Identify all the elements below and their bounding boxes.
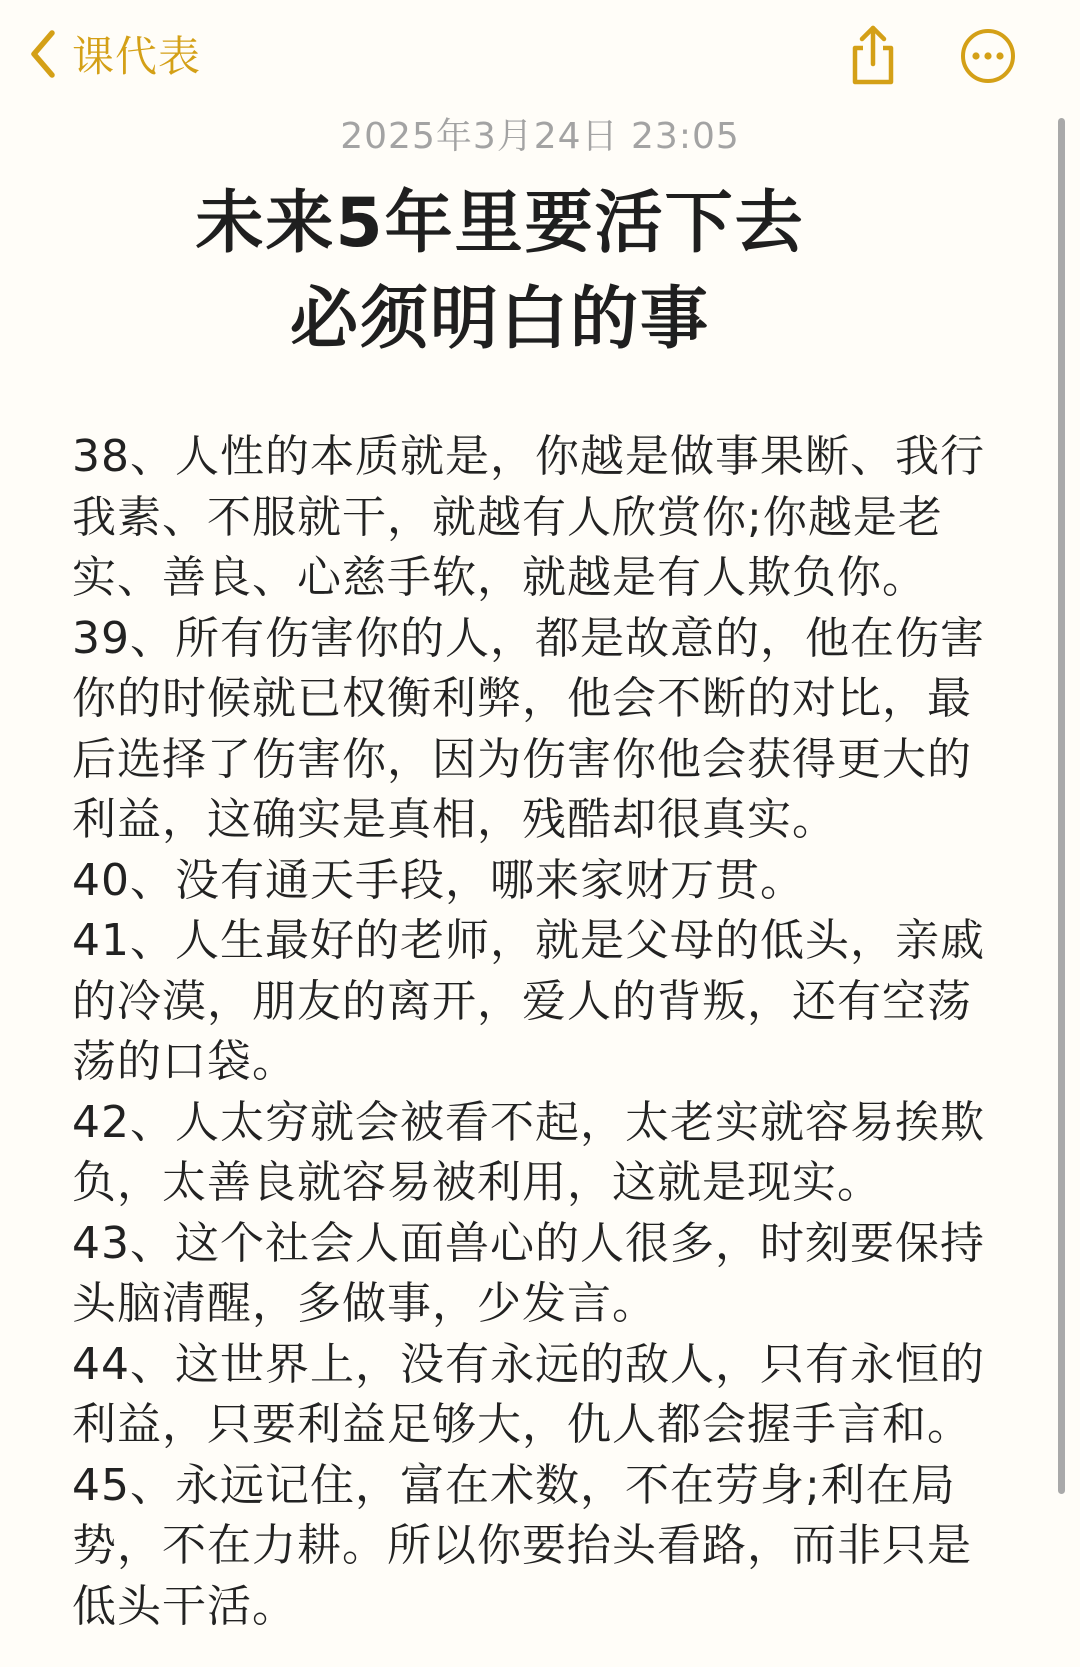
chevron-left-icon [28, 29, 58, 79]
share-icon [845, 71, 901, 90]
note-paragraph-41: 41、人生最好的老师，就是父母的低头，亲戚的冷漠，朋友的离开，爱人的背叛，还有空荡荡的口袋。 [72, 915, 985, 1087]
note-paragraph-38: 38、人性的本质就是，你越是做事果断、我行我素、不服就干，就越有人欣赏你;你越是老实、善良、心慈手软，就越是有人欺负你。 [72, 431, 985, 603]
note-body[interactable] [72, 427, 1002, 1637]
note-paragraph-43: 43、这个社会人面兽心的人很多，时刻要保持头脑清醒，多做事，少发言。 [72, 1217, 985, 1329]
note-title[interactable] [0, 176, 1000, 368]
note-paragraph-40: 40、没有通天手段，哪来家财万贯。 [72, 854, 805, 906]
note-timestamp: 2025年3月24日 23:05 [340, 116, 740, 157]
note-title-line-2: 必须明白的事 [289, 280, 710, 359]
note-paragraph-45: 45、永远记住，富在术数，不在劳身;利在局势，不在力耕。所以你要抬头看路，而非只是低头干活。 [72, 1459, 972, 1632]
ellipsis-circle-icon [960, 69, 1016, 88]
note-title-line-1: 未来5年里要活下去 [195, 184, 805, 263]
note-paragraph-44: 44、这世界上，没有永远的敌人，只有永恒的利益，只要利益足够大，仇人都会握手言和。 [72, 1338, 985, 1450]
share-button[interactable] [845, 24, 901, 86]
vertical-scrollbar[interactable] [1058, 118, 1065, 1494]
back-button[interactable] [28, 22, 201, 86]
back-label: 课代表 [72, 32, 202, 81]
more-options-button[interactable] [960, 28, 1016, 84]
note-paragraph-39: 39、所有伤害你的人，都是故意的，他在伤害你的时候就已权衡利弊，他会不断的对比，最后选择了伤害你，因为伤害你他会获得更大的利益，这确实是真相，残酷却很真实。 [72, 612, 985, 845]
navigation-bar [0, 0, 1080, 110]
note-paragraph-42: 42、人太穷就会被看不起，太老实就容易挨欺负，太善良就容易被利用，这就是现实。 [72, 1096, 985, 1208]
